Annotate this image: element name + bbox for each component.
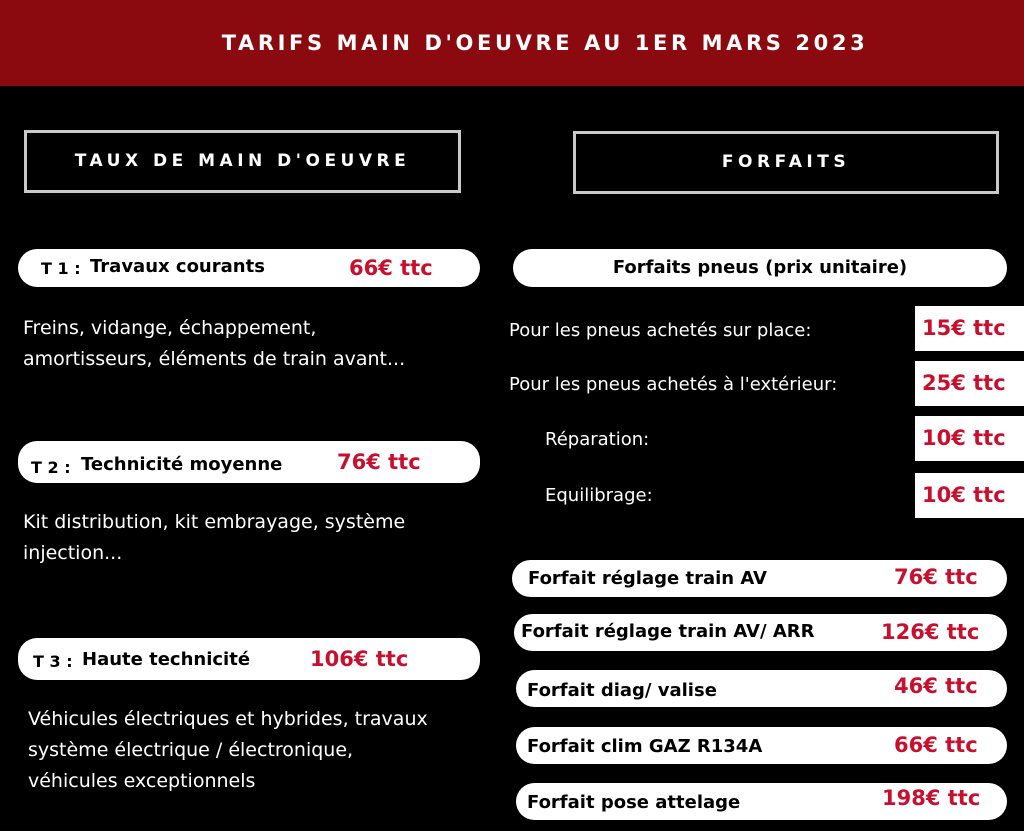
package-pill [514, 614, 1007, 651]
tyre-row-price: 15€ ttc [922, 316, 1006, 340]
tier-3-description-line: véhicules exceptionnels [28, 770, 256, 792]
tier-3-price: 106€ ttc [310, 647, 409, 671]
tier-2-pill [18, 441, 480, 483]
tier-3-pill [18, 638, 480, 680]
package-label: Forfait réglage train AV/ ARR [521, 621, 815, 642]
tier-2-description-line: injection... [23, 542, 123, 564]
package-price: 198€ ttc [882, 786, 981, 810]
package-pill [512, 560, 1007, 597]
tyre-row-price: 25€ ttc [922, 371, 1006, 395]
package-pill [516, 670, 1007, 707]
tyres-title: Forfaits pneus (prix unitaire) [612, 257, 908, 278]
package-label: Forfait pose attelage [527, 792, 741, 813]
package-price: 126€ ttc [881, 620, 980, 644]
package-pill [516, 783, 1007, 820]
tier-1-description-line: Freins, vidange, échappement, [23, 317, 317, 339]
tier-3-name: Haute technicité [82, 649, 251, 670]
tier-1-description-line: amortisseurs, éléments de train avant... [23, 348, 406, 370]
tyre-row-price-box [915, 473, 1024, 518]
tyre-row-price-box [915, 361, 1024, 406]
package-label: Forfait réglage train AV [528, 568, 767, 589]
labor-rates-heading: TAUX DE MAIN D'OEUVRE [24, 130, 461, 193]
package-price: 46€ ttc [894, 674, 978, 698]
packages-heading: FORFAITS [573, 131, 999, 194]
tyre-row-price-box [915, 306, 1024, 351]
tyre-row-label: Equilibrage: [545, 485, 653, 506]
package-label: Forfait diag/ valise [527, 680, 717, 701]
tyre-row-price: 10€ ttc [922, 426, 1006, 450]
tyres-title-pill [513, 249, 1007, 287]
tyre-row-price: 10€ ttc [922, 483, 1006, 507]
tier-2-code: T 2 : [31, 458, 71, 477]
tier-3-description-line: système électrique / électronique, [28, 739, 354, 761]
tier-2-description-line: Kit distribution, kit embrayage, système [23, 511, 406, 533]
tier-2-price: 76€ ttc [337, 450, 421, 474]
tier-3-description-line: Véhicules électriques et hybrides, travaux [28, 708, 428, 730]
tier-2-description [23, 507, 493, 569]
tyre-row-label: Réparation: [545, 429, 650, 450]
tier-3-code: T 3 : [33, 652, 73, 671]
tier-1-description [23, 313, 493, 375]
package-price: 76€ ttc [894, 565, 978, 589]
tier-1-code: T 1 : [41, 259, 81, 278]
tyre-row-price-box [915, 416, 1024, 461]
tier-1-name: Travaux courants [90, 256, 265, 277]
tyre-row-label: Pour les pneus achetés à l'extérieur: [509, 374, 838, 395]
tier-1-price: 66€ ttc [349, 256, 433, 280]
tier-2-name: Technicité moyenne [81, 454, 283, 475]
tier-1-pill [18, 249, 480, 287]
page-title: TARIFS MAIN D'OEUVRE AU 1ER MARS 2023 [221, 31, 869, 55]
package-price: 66€ ttc [894, 733, 978, 757]
package-pill [516, 727, 1007, 764]
tyre-row-label: Pour les pneus achetés sur place: [509, 320, 812, 341]
tier-3-description [28, 704, 498, 797]
package-label: Forfait clim GAZ R134A [527, 736, 763, 757]
